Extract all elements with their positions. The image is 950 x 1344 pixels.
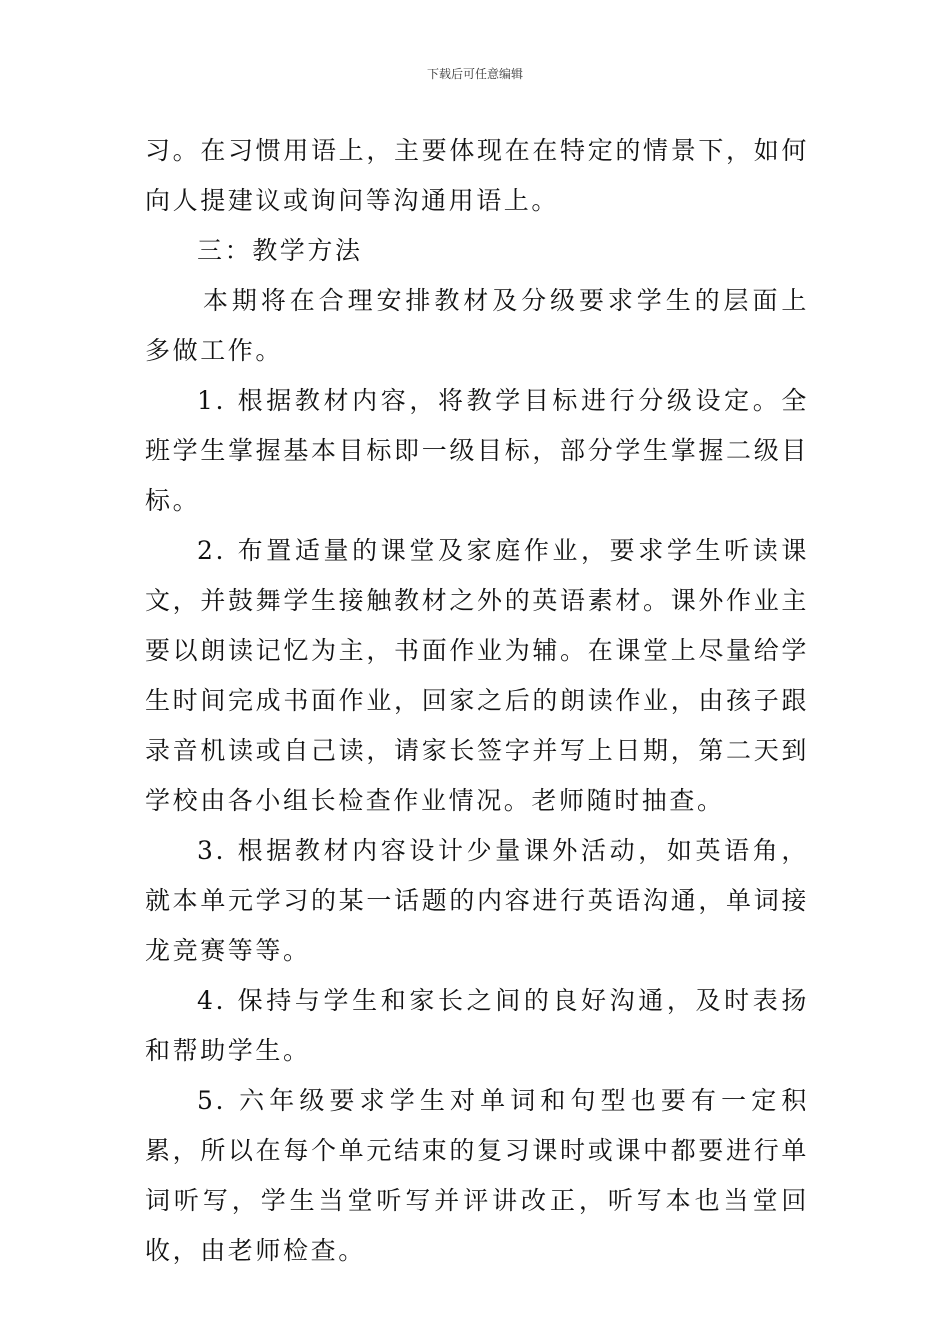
list-item-2: 2. 布置适量的课堂及家庭作业，要求学生听读课文，并鼓舞学生接触教材之外的英语素材。课外作业主要以朗读记忆为主，书面作业为辅。在课堂上尽量给学生时间完成书面作业，回家之后的朗读作业，由孩子跟录音机读或自己读，请家长签字并写上日期，第二天到学校由各小组长检查作业情况。老师随时抽查。 xyxy=(145,536,809,815)
list-item-3: 3. 根据教材内容设计少量课外活动，如英语角，就本单元学习的某一话题的内容进行英语沟通，单词接龙竞赛等等。 xyxy=(145,836,809,965)
page-header: 下载后可任意编辑 xyxy=(426,67,523,81)
list-item-4: 4. 保持与学生和家长之间的良好沟通，及时表扬和帮助学生。 xyxy=(145,986,809,1065)
document-body xyxy=(145,126,809,1276)
paragraph-continuation: 习。在习惯用语上，主要体现在在特定的情景下，如何向人提建议或询问等沟通用语上。 xyxy=(145,136,809,215)
list-item-5: 5. 六年级要求学生对单词和句型也要有一定积累，所以在每个单元结束的复习课时或课中都要进行单词听写，学生当堂听写并评讲改正，听写本也当堂回收，由老师检查。 xyxy=(145,1086,809,1265)
list-item-1: 1. 根据教材内容，将教学目标进行分级设定。全班学生掌握基本目标即一级目标，部分学生掌握二级目标。 xyxy=(145,386,809,515)
paragraph-intro: 本期将在合理安排教材及分级要求学生的层面上多做工作。 xyxy=(145,286,809,365)
section-heading: 三：教学方法 xyxy=(197,236,363,265)
